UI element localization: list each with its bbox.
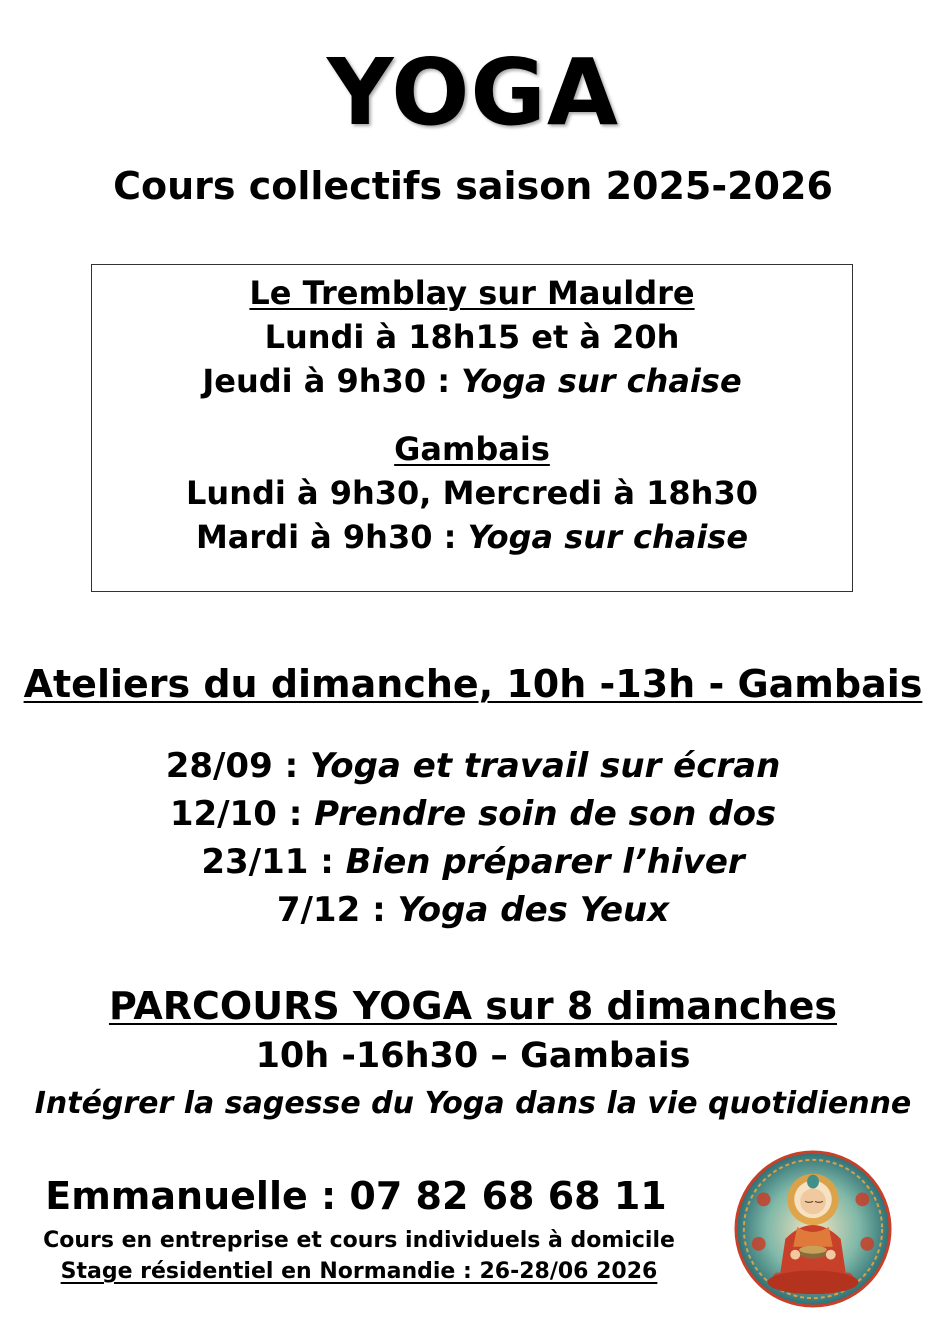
class-type: Yoga sur chaise xyxy=(461,362,742,400)
atelier-date: 28/09 : xyxy=(165,746,311,786)
atelier-date: 12/10 : xyxy=(169,794,315,834)
atelier-date: 23/11 : xyxy=(201,842,346,882)
meditating-buddha-icon xyxy=(734,1150,892,1308)
schedule-line: Lundi à 9h30, Mercredi à 18h30 xyxy=(186,474,758,512)
schedule-time: Jeudi à 9h30 : xyxy=(202,362,462,400)
atelier-item xyxy=(0,792,946,836)
ateliers-heading: Ateliers du dimanche, 10h -13h - Gambais xyxy=(23,662,923,706)
atelier-date: 7/12 : xyxy=(276,890,398,930)
stage-info: Stage résidentiel en Normandie : 26-28/06 2026 xyxy=(60,1259,658,1284)
atelier-topic: Bien préparer l’hiver xyxy=(345,842,745,882)
atelier-topic: Yoga et travail sur écran xyxy=(310,746,781,786)
parcours-description xyxy=(0,1084,946,1124)
schedule-line xyxy=(92,361,852,401)
location-name: Gambais xyxy=(394,430,550,468)
contact-phone: Emmanuelle : 07 82 68 68 11 xyxy=(45,1174,667,1218)
parcours-description-text: Intégrer la sagesse du Yoga dans la vie quotidienne xyxy=(34,1086,912,1121)
atelier-topic: Prendre soin de son dos xyxy=(314,794,777,834)
parcours-heading: PARCOURS YOGA sur 8 dimanches xyxy=(108,984,838,1028)
atelier-item xyxy=(0,744,946,788)
atelier-item xyxy=(0,840,946,884)
class-type: Yoga sur chaise xyxy=(467,518,749,556)
enterprise-info: Cours en entreprise et cours individuels à domicile xyxy=(43,1228,675,1253)
page-subtitle: Cours collectifs saison 2025-2026 xyxy=(113,164,833,208)
page-title: YOGA xyxy=(326,39,620,146)
schedule-box xyxy=(91,264,853,592)
parcours-time: 10h -16h30 – Gambais xyxy=(255,1036,691,1076)
schedule-line: Lundi à 18h15 et à 20h xyxy=(264,318,680,356)
atelier-topic: Yoga des Yeux xyxy=(397,890,670,930)
schedule-time: Mardi à 9h30 : xyxy=(195,518,468,556)
atelier-item xyxy=(0,888,946,932)
schedule-line xyxy=(92,517,852,557)
location-name: Le Tremblay sur Mauldre xyxy=(249,274,695,312)
